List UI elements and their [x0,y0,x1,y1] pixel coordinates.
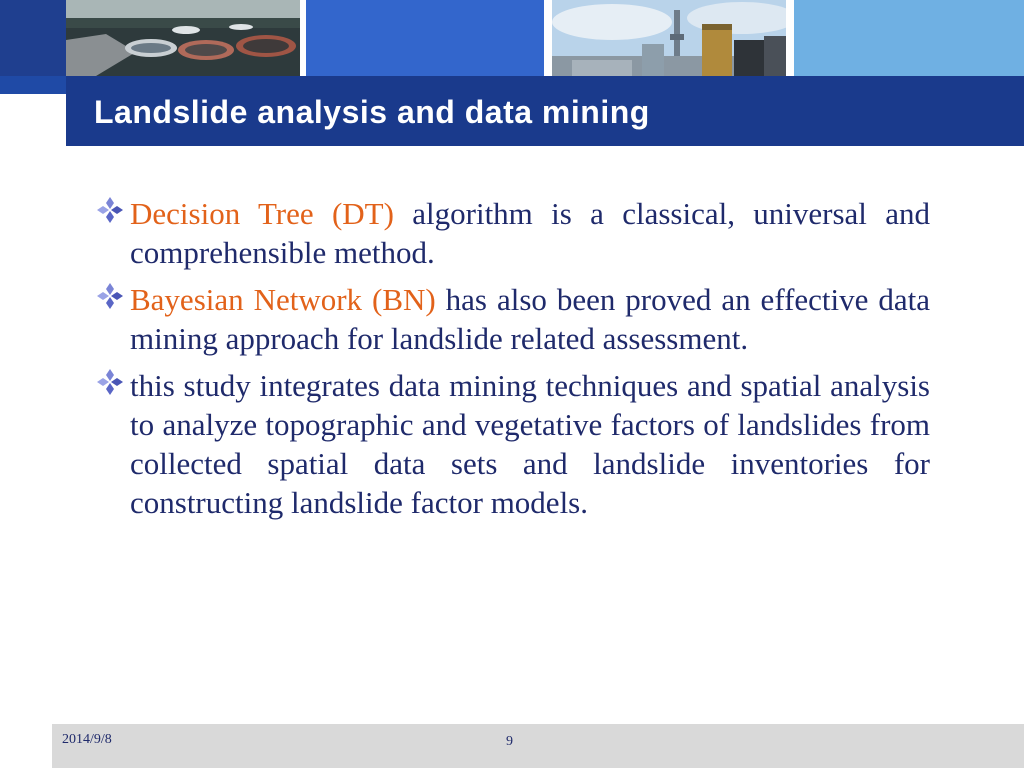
bullet-highlight: Bayesian Network (BN) [130,282,436,317]
footer-date: 2014/9/8 [62,732,112,747]
header-banner [0,0,1024,76]
diamond-bullet-icon [96,196,124,224]
footer-bar [52,724,1024,768]
banner-blue-block [306,0,544,76]
page-number: 9 [506,734,513,749]
bullet-text: has also been proved an effective data mining approach for landslide related assessment. [130,282,930,356]
diamond-bullet-icon [96,282,124,310]
diamond-bullet-icon [96,368,124,396]
bullet-item [94,280,930,358]
banner-blue-block [794,0,1024,76]
bullet-item [94,366,930,522]
bullet-text: algorithm is a classical, universal and comprehensible method. [130,196,930,270]
banner-blue-block [0,0,66,76]
title-accent-bar [0,76,66,94]
bullet-item [94,194,930,272]
bullet-text: this study integrates data mining techniques and spatial analysis to analyze topographic and vegetative factors of landslides from collected spatial data sets and landslide inventories for constructing landslide factor models. [130,368,930,520]
city-skyline-photo [552,0,786,76]
slide-title: Landslide analysis and data mining [94,94,650,130]
boats-harbor-photo [66,0,300,76]
bullet-highlight: Decision Tree (DT) [130,196,394,231]
bullet-list [94,194,930,530]
